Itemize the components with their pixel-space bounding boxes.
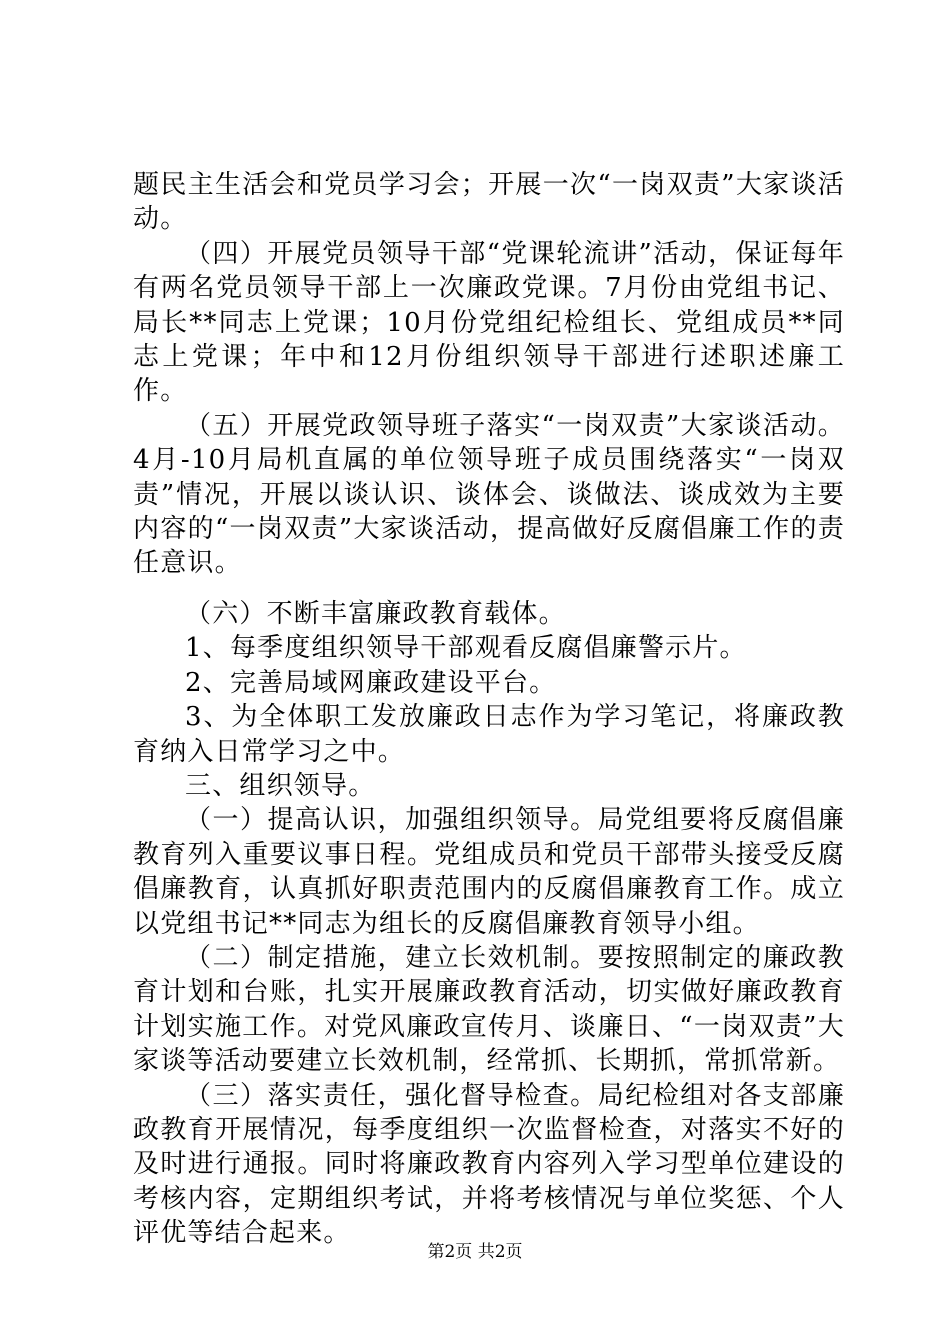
- paragraph-org-two: （二）制定措施，建立长效机制。要按照制定的廉政教育计划和台账，扎实开展廉政教育活动，切实做好廉政教育计划实施工作。对党风廉政宣传月、谈廉日、“一岗双责”大家谈等活动要建立长效机制，经常抓、长期抓，常抓常新。: [133, 942, 845, 1077]
- section-heading-organization: 三、组织领导。: [185, 770, 376, 801]
- paragraph-gap: [133, 581, 845, 597]
- paragraph-item-five: （五）开展党政领导班子落实“一岗双责”大家谈活动。4月-10月局机直属的单位领导班子成员围绕落实“一岗双责”情况，开展以谈认识、谈体会、谈做法、谈成效为主要内容的“一岗双责”大家谈活动，提高做好反腐倡廉工作的责任意识。: [133, 410, 845, 579]
- paragraph-item-six: （六）不断丰富廉政教育载体。: [185, 598, 566, 629]
- paragraph-item-four: （四）开展党员领导干部“党课轮流讲”活动，保证每年有两名党员领导干部上一次廉政党课。7月份由党组书记、局长**同志上党课；10月份党组纪检组长、党组成员**同志上党课；年中和12月份组织领导干部进行述职述廉工作。: [133, 238, 845, 407]
- paragraph-continuation: 题民主生活会和党员学习会；开展一次“一岗双责”大家谈活动。: [133, 170, 845, 235]
- list-item-2: 2、完善局域网廉政建设平台。: [185, 667, 557, 698]
- page-number-footer: 第2页 共2页: [427, 1242, 523, 1262]
- paragraph-org-three: （三）落实责任，强化督导检查。局纪检组对各支部廉政教育开展情况，每季度组织一次监督检查，对落实不好的及时进行通报。同时将廉政教育内容列入学习型单位建设的考核内容，定期组织考试，并将考核情况与单位奖惩、个人评优等结合起来。: [133, 1080, 845, 1249]
- paragraph-org-one: （一）提高认识，加强组织领导。局党组要将反腐倡廉教育列入重要议事日程。党组成员和党员干部带头接受反腐倡廉教育，认真抓好职责范围内的反腐倡廉教育工作。成立以党组书记**同志为组长的反腐倡廉教育领导小组。: [133, 805, 845, 939]
- list-item-3: 3、为全体职工发放廉政日志作为学习笔记，将廉政教育纳入日常学习之中。: [133, 702, 845, 767]
- document-body: [133, 168, 845, 1251]
- list-item-1: 1、每季度组织领导干部观看反腐倡廉警示片。: [185, 633, 747, 664]
